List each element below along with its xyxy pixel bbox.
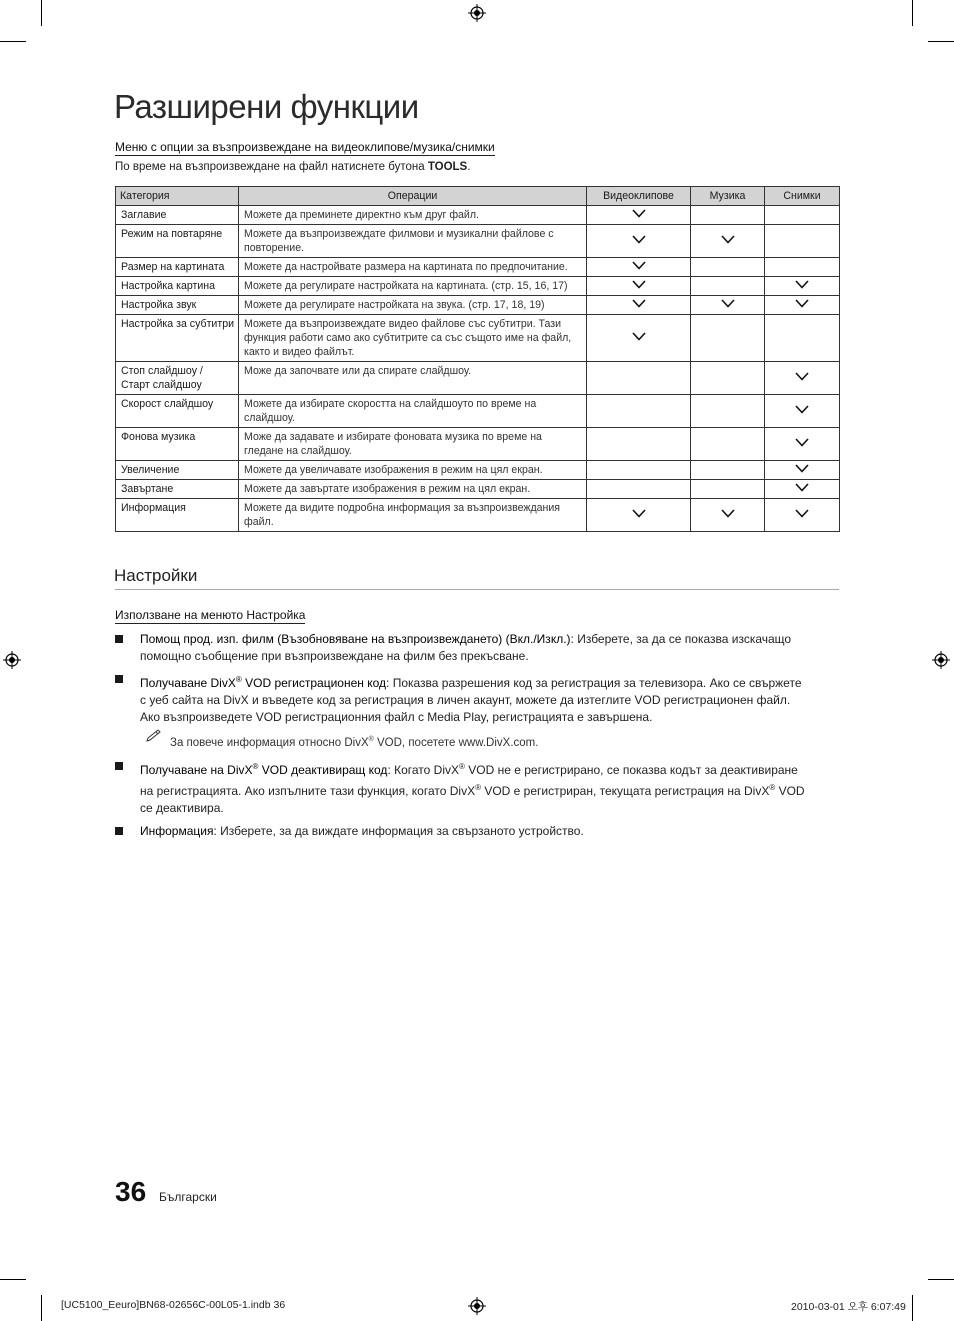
music-support-cell (691, 362, 765, 395)
category-cell: Настройка картина (116, 277, 239, 296)
video-support-cell (587, 395, 691, 428)
category-cell: Режим на повтаряне (116, 225, 239, 258)
category-cell: Настройка звук (116, 296, 239, 315)
checkmark-icon (721, 235, 735, 244)
registered-mark: ® (235, 675, 242, 684)
table-row (116, 428, 840, 461)
photo-support-cell (765, 258, 840, 277)
table-body (116, 206, 840, 532)
photo-support-cell (765, 480, 840, 499)
column-header-category: Категория (116, 187, 239, 206)
pencil-note-icon (145, 729, 163, 743)
registered-mark: ® (475, 782, 481, 792)
video-support-cell (587, 258, 691, 277)
video-support-cell (587, 461, 691, 480)
list-item-term: Информация (140, 823, 214, 838)
music-support-cell (691, 395, 765, 428)
checkmark-icon (632, 299, 646, 308)
operation-cell: Можете да възпроизвеждате филмови и музикални файлове с повторение. (239, 225, 587, 258)
bullet-square-icon (115, 762, 123, 770)
term-part: VOD регистрационен код (241, 676, 387, 690)
intro-text: По време на възпроизвеждане на файл натиснете бутона (115, 161, 428, 173)
table-header-row (116, 187, 840, 206)
photo-support-cell (765, 277, 840, 296)
checkmark-icon (632, 235, 646, 244)
table-row (116, 206, 840, 225)
footer-language: Български (159, 1190, 217, 1204)
registration-mark-icon (932, 651, 950, 669)
list-item-term (140, 763, 387, 777)
music-support-cell (691, 225, 765, 258)
column-header-photos: Снимки (765, 187, 840, 206)
video-support-cell (587, 206, 691, 225)
table-row (116, 395, 840, 428)
checkmark-icon (795, 299, 809, 308)
video-support-cell (587, 315, 691, 362)
operation-cell: Можете да завъртате изображения в режим на цял екран. (239, 480, 587, 499)
operation-cell: Можете да увеличавате изображения в режим на цял екран. (239, 461, 587, 480)
table-row (116, 258, 840, 277)
category-cell: Информация (116, 499, 239, 532)
crop-mark (912, 1295, 913, 1321)
table-row (116, 362, 840, 395)
crop-mark (41, 0, 42, 26)
checkmark-icon (632, 261, 646, 270)
category-cell: Увеличение (116, 461, 239, 480)
playback-options-table (115, 186, 840, 532)
table-row (116, 296, 840, 315)
crop-mark (0, 41, 26, 42)
checkmark-icon (721, 299, 735, 308)
video-support-cell (587, 428, 691, 461)
registered-mark: ® (769, 782, 776, 792)
music-support-cell (691, 277, 765, 296)
list-item-term: Помощ прод. изп. филм (Възобновяване на възпроизвеждането) (Вкл./Изкл.) (140, 632, 571, 646)
print-slug-timestamp: 2010-03-01 오후 6:07:49 (791, 1301, 906, 1313)
note-text: За повече информация относно DivX (170, 736, 369, 749)
list-item (115, 758, 805, 817)
photo-support-cell (765, 461, 840, 480)
category-cell: Заглавие (116, 206, 239, 225)
photo-support-cell (765, 499, 840, 532)
column-header-videos: Видеоклипове (587, 187, 691, 206)
crop-mark (41, 1295, 42, 1321)
operation-cell: Можете да регулирате настройката на звука. (стр. 17, 18, 19) (239, 296, 587, 315)
playback-menu-heading: Меню с опции за възпроизвеждане на видеоклипове/музика/снимки (115, 140, 495, 154)
photo-support-cell (765, 395, 840, 428)
video-support-cell (587, 362, 691, 395)
registered-mark: ® (252, 761, 259, 771)
operation-cell: Можете да преминете директно към друг файл. (239, 206, 587, 225)
list-item-text: : Когато DivX (387, 762, 459, 777)
term-part: Получаване на DivX (140, 762, 253, 777)
settings-list (115, 631, 805, 846)
playback-menu-intro (115, 161, 470, 173)
checkmark-icon (632, 280, 646, 289)
registration-mark-icon (468, 4, 486, 22)
registered-mark: ® (459, 761, 465, 771)
intro-end: . (467, 161, 471, 173)
checkmark-icon (632, 509, 646, 518)
category-cell: Завъртане (116, 480, 239, 499)
category-cell: Скорост слайдшоу (116, 395, 239, 428)
registered-mark: ® (368, 736, 374, 743)
operation-cell: Можете да избирате скоростта на слайдшоуто по време на слайдшоу. (239, 395, 587, 428)
operation-cell: Можете да видите подробна информация за възпроизвеждания файл. (239, 499, 587, 532)
operation-cell: Може да задавате и избирате фоновата музика по време на гледане на слайдшоу. (239, 428, 587, 461)
note (140, 731, 805, 752)
video-support-cell (587, 296, 691, 315)
settings-title: Настройки (114, 566, 198, 585)
column-header-music: Музика (691, 187, 765, 206)
list-item-text: VOD се деактивира. (140, 783, 805, 815)
list-item-text: VOD е регистриран, текущата регистрация на DivX (480, 783, 770, 798)
checkmark-icon (795, 483, 809, 492)
checkmark-icon (795, 509, 809, 518)
operation-cell: Може да започвате или да спирате слайдшоу. (239, 362, 587, 395)
page-title: Разширени функции (114, 88, 419, 125)
music-support-cell (691, 206, 765, 225)
list-item-text: : Изберете, за да виждате информация за свързаното устройство. (213, 823, 584, 838)
photo-support-cell (765, 296, 840, 315)
list-item-term (140, 676, 386, 690)
music-support-cell (691, 461, 765, 480)
list-item (115, 631, 805, 665)
table-row (116, 480, 840, 499)
table-row (116, 225, 840, 258)
checkmark-icon (721, 509, 735, 518)
tools-button-label: TOOLS (427, 161, 468, 173)
photo-support-cell (765, 206, 840, 225)
photo-support-cell (765, 428, 840, 461)
table-row (116, 315, 840, 362)
crop-mark (928, 41, 954, 42)
checkmark-icon (632, 209, 646, 218)
table-row (116, 277, 840, 296)
print-slug-file: [UC5100_Eeuro]BN68-02656C-00L05-1.indb 36 (61, 1299, 286, 1311)
music-support-cell (691, 315, 765, 362)
table-row (116, 499, 840, 532)
video-support-cell (587, 480, 691, 499)
column-header-operations: Операции (239, 187, 587, 206)
video-support-cell (587, 225, 691, 258)
photo-support-cell (765, 225, 840, 258)
checkmark-icon (795, 438, 809, 447)
bullet-square-icon (115, 635, 123, 643)
photo-support-cell (765, 315, 840, 362)
note-text: VOD, посетете www.DivX.com. (373, 736, 539, 749)
settings-subheading: Използване на менюто Настройка (115, 608, 306, 622)
music-support-cell (691, 499, 765, 532)
category-cell: Стоп слайдшоу / Старт слайдшоу (116, 362, 239, 395)
list-item-text: : Показва разрешения код за регистрация за телевизора. Ако се свържете с уеб сайта на DivX и въведете код за регистрация в личен акаунт, можете да изтеглите VOD регистрационен файл. Ако възпроизведете VOD регистрационния файл с Media Play, регистрацията е завършена. (140, 676, 802, 724)
crop-mark (912, 0, 913, 26)
registration-mark-icon (468, 1297, 486, 1315)
music-support-cell (691, 428, 765, 461)
checkmark-icon (795, 280, 809, 289)
list-item-text: VOD не е регистрирано, се показва кодът за деактивиране на регистрацията. Ако изпълните тази функция, когато DivX (140, 762, 798, 798)
table-row (116, 461, 840, 480)
list-item (115, 823, 805, 840)
category-cell: Настройка за субтитри (116, 315, 239, 362)
checkmark-icon (795, 464, 809, 473)
list-item-text: : Изберете, за да се показва изскачащо помощно съобщение при възпроизвеждане на филм без прекъсване. (140, 632, 792, 663)
music-support-cell (691, 480, 765, 499)
music-support-cell (691, 258, 765, 277)
category-cell: Фонова музика (116, 428, 239, 461)
music-support-cell (691, 296, 765, 315)
operation-cell: Можете да възпроизвеждате видео файлове със субтитри. Тази функция работи само ако субтитрите са със същото име на файл, както и видео файлът. (239, 315, 587, 362)
crop-mark (0, 1279, 26, 1280)
crop-mark (928, 1279, 954, 1280)
page-number: 36 (115, 1176, 147, 1207)
operation-cell: Можете да регулирате настройката на картината. (стр. 15, 16, 17) (239, 277, 587, 296)
photo-support-cell (765, 362, 840, 395)
bullet-square-icon (115, 827, 123, 835)
list-item (115, 671, 805, 752)
term-part: VOD деактивиращ код (258, 762, 388, 777)
checkmark-icon (795, 405, 809, 414)
category-cell: Размер на картината (116, 258, 239, 277)
bullet-square-icon (115, 675, 123, 683)
term-part: Получаване DivX (140, 676, 236, 690)
operation-cell: Можете да настройвате размера на картината по предпочитание. (239, 258, 587, 277)
section-divider (115, 589, 839, 590)
video-support-cell (587, 499, 691, 532)
registration-mark-icon (3, 651, 21, 669)
checkmark-icon (795, 372, 809, 381)
checkmark-icon (632, 332, 646, 341)
video-support-cell (587, 277, 691, 296)
